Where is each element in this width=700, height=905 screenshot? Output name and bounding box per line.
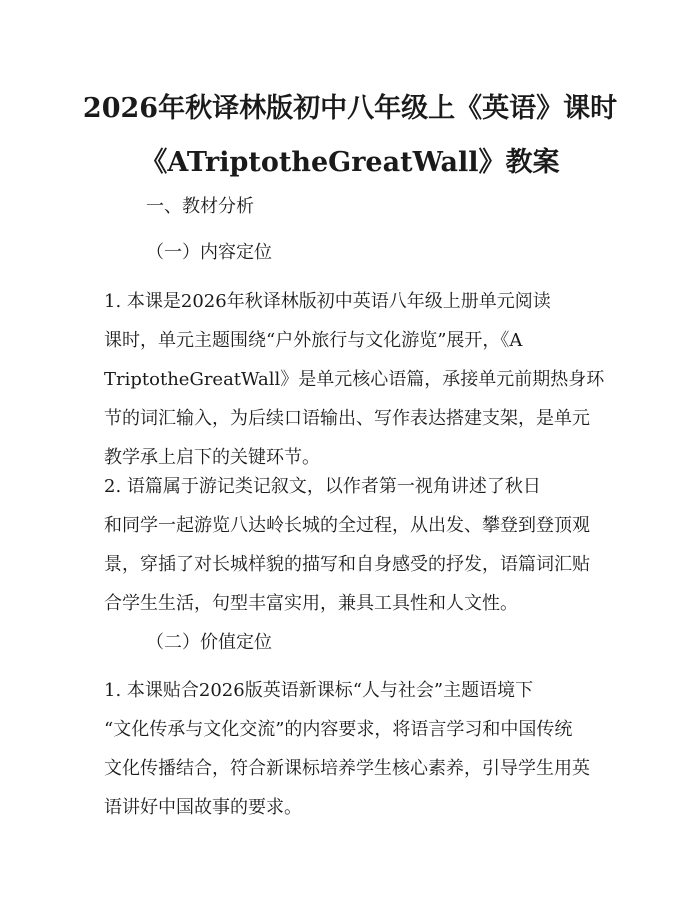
paragraph-1-line: 教学承上启下的关键环节。 <box>104 447 320 468</box>
subsection-heading-value-positioning: （二）价值定位 <box>146 632 272 653</box>
paragraph-3-line: 语讲好中国故事的要求。 <box>104 797 302 818</box>
paragraph-2-line: 合学生生活，句型丰富实用，兼具工具性和人文性。 <box>104 593 518 614</box>
paragraph-1-line: 节的词汇输入，为后续口语输出、写作表达搭建支架，是单元 <box>104 408 590 429</box>
paragraph-3-line: “文化传承与文化交流”的内容要求，将语言学习和中国传统 <box>104 719 573 740</box>
paragraph-1-line: TriptotheGreatWall》是单元核心语篇，承接单元前期热身环 <box>104 369 605 390</box>
paragraph-1-line: 课时，单元主题围绕“户外旅行与文化游览”展开，《A <box>104 330 523 351</box>
paragraph-2-line: 2. 语篇属于游记类记叙文，以作者第一视角讲述了秋日 <box>104 476 541 497</box>
paragraph-1 <box>104 282 604 477</box>
paragraph-3 <box>104 671 604 827</box>
paragraph-2 <box>104 467 604 623</box>
paragraph-1-line: 1. 本课是2026年秋译林版初中英语八年级上册单元阅读 <box>104 291 551 312</box>
subsection-heading-content-positioning: （一）内容定位 <box>146 242 272 263</box>
paragraph-2-line: 景，穿插了对长城样貌的描写和自身感受的抒发，语篇词汇贴 <box>104 554 590 575</box>
section-heading-teaching-material-analysis: 一、教材分析 <box>146 196 254 217</box>
title-line-1: 2026年秋译林版初中八年级上《英语》课时 <box>82 93 618 124</box>
paragraph-2-line: 和同学一起游览八达岭长城的全过程，从出发、攀登到登顶观 <box>104 515 590 536</box>
paragraph-3-line: 文化传播结合，符合新课标培养学生核心素养，引导学生用英 <box>104 758 590 779</box>
title-line-2: 《ATriptotheGreatWall》教案 <box>140 147 560 178</box>
paragraph-3-line: 1. 本课贴合2026版英语新课标“人与社会”主题语境下 <box>104 680 534 701</box>
